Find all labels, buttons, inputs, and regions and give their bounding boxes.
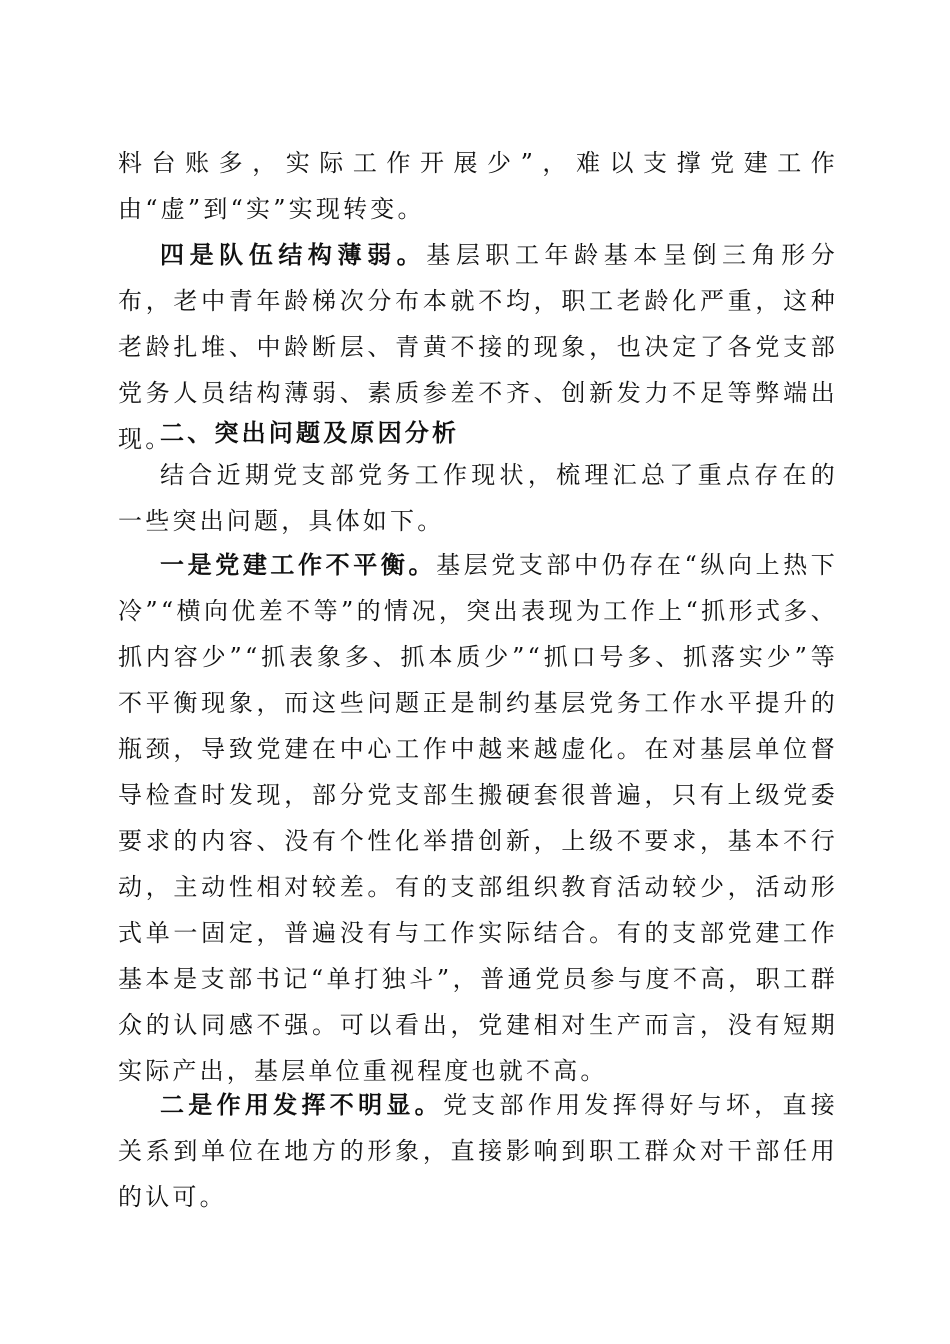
intro-paragraph <box>118 452 838 544</box>
continuation-paragraph <box>118 140 838 232</box>
paragraph-role <box>118 1082 838 1220</box>
paragraph-lead: 二是作用发挥不明显。 <box>160 1090 443 1119</box>
section-heading: 二、突出问题及原因分析 <box>160 419 460 447</box>
intro-text: 结合近期党支部党务工作现状，梳理汇总了重点存在的一些突出问题，具体如下。 <box>118 461 838 535</box>
paragraph-lead: 一是党建工作不平衡。 <box>160 550 437 579</box>
paragraph-body: 基层党支部中仍存在“纵向上热下冷”“横向优差不等”的情况，突出表现为工作上“抓形式多、抓内容少”“抓表象多、抓本质少”“抓口号多、抓落实少”等不平衡现象，而这些问题正是制约基层党务工作水平提升的瓶颈，导致党建在中心工作中越来越虚化。在对基层单位督导检查时发现，部分党支部生搬硬套很普遍，只有上级党委要求的内容、没有个性化举措创新，上级不要求，基本不行动，主动性相对较差。有的支部组织教育活动较少，活动形式单一固定，普遍没有与工作实际结合。有的支部党建工作基本是支部书记“单打独斗”，普通党员参与度不高，职工群众的认同感不强。可以看出，党建相对生产而言，没有短期实际产出，基层单位重视程度也就不高。 <box>118 551 839 1085</box>
paragraph-imbalance <box>118 542 838 1094</box>
paragraph-body: 党支部作用发挥得好与坏，直接关系到单位在地方的形象，直接影响到职工群众对干部任用的认可。 <box>118 1091 838 1211</box>
continuation-text: 料台账多，实际工作开展少”，难以支撑党建工作由“虚”到“实”实现转变。 <box>118 149 838 223</box>
paragraph-body: 基层职工年龄基本呈倒三角形分布，老中青年龄梯次分布本就不均，职工老龄化严重，这种老龄扎堆、中龄断层、青黄不接的现象，也决定了各党支部党务人员结构薄弱、素质参差不齐、创新发力不足等弊端出现。 <box>118 241 838 453</box>
paragraph-lead: 四是队伍结构薄弱。 <box>160 240 427 269</box>
